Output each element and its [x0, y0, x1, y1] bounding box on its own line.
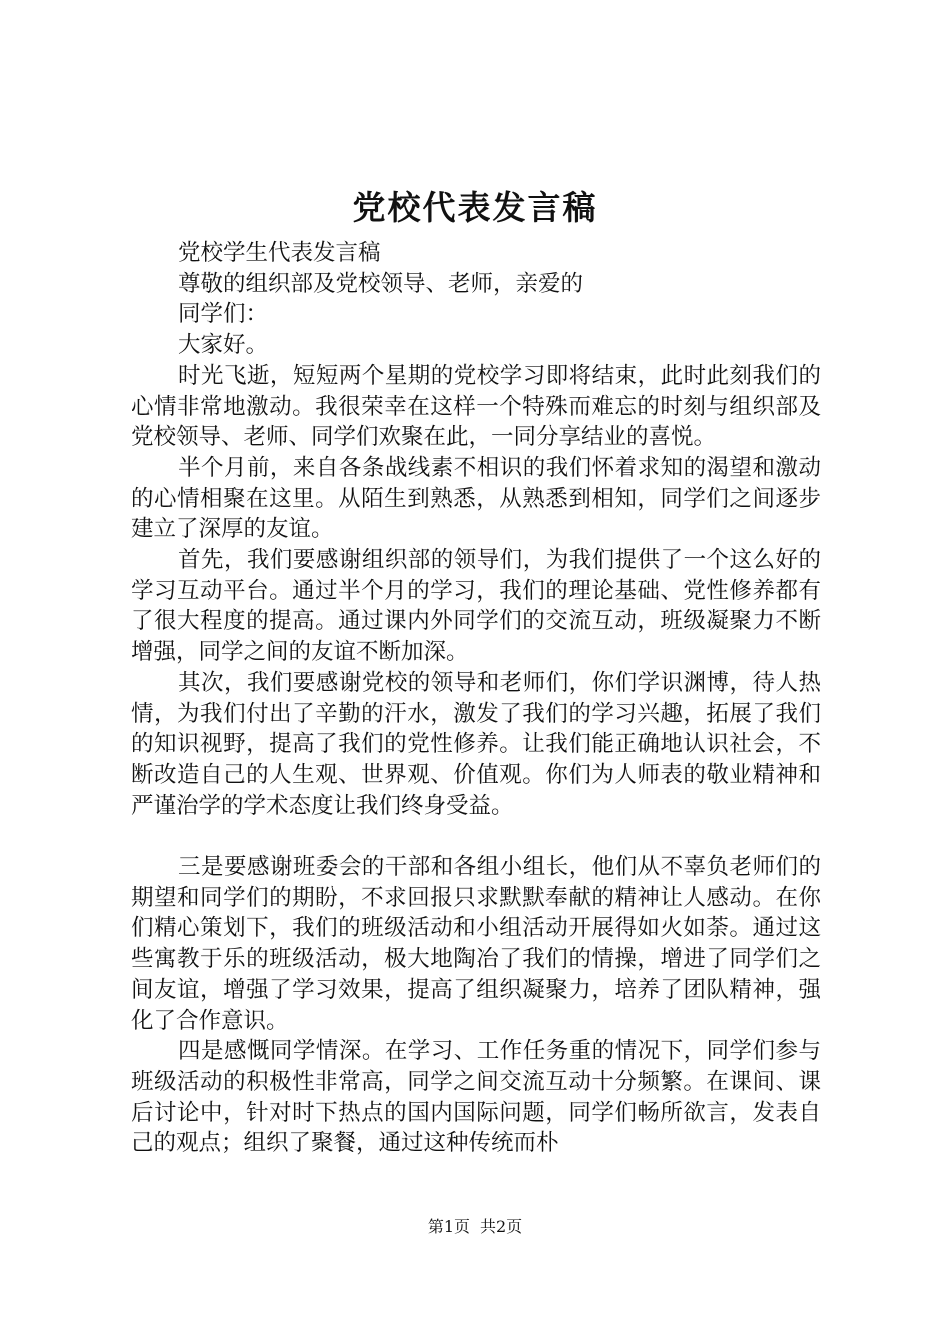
paragraph-body: 首先，我们要感谢组织部的领导们，为我们提供了一个这么好的学习互动平台。通过半个月的学习，我们的理论基础、党性修养都有了很大程度的提高。通过课内外同学们的交流互动，班级凝聚力不断增强，同学之间的友谊不断加深。 [131, 547, 821, 666]
page-footer [0, 1216, 950, 1238]
paragraph-body: 三是要感谢班委会的干部和各组小组长，他们从不辜负老师们的期望和同学们的期盼，不求回报只求默默奉献的精神让人感动。在你们精心策划下，我们的班级活动和小组活动开展得如火如荼。通过这些寓教于乐的班级活动，极大地陶冶了我们的情操，增进了同学们之间友谊，增强了学习效果，提高了组织凝聚力，培养了团队精神，强化了合作意识。 [131, 854, 821, 1034]
page-number: 第1页 [427, 1217, 470, 1236]
paragraph-salutation-cont: 同学们： [178, 301, 269, 328]
paragraph-body: 时光飞逝，短短两个星期的党校学习即将结束，此时此刻我们的心情非常地激动。我很荣幸在这样一个特殊而难忘的时刻与组织部及党校领导、老师、同学们欢聚在此，一同分享结业的喜悦。 [131, 362, 821, 451]
paragraph-body: 半个月前，来自各条战线素不相识的我们怀着求知的渴望和激动的心情相聚在这里。从陌生到熟悉，从熟悉到相知，同学们之间逐步建立了深厚的友谊。 [131, 454, 821, 543]
paragraph-salutation: 尊敬的组织部及党校领导、老师，亲爱的 [178, 270, 584, 297]
document-body [131, 238, 821, 1159]
paragraph-subtitle: 党校学生代表发言稿 [178, 240, 381, 266]
document-title: 党校代表发言稿 [352, 188, 598, 227]
paragraph-greeting: 大家好。 [178, 332, 269, 359]
paragraph-body: 其次，我们要感谢党校的领导和老师们，你们学识渊博，待人热情，为我们付出了辛勤的汗水，激发了我们的学习兴趣，拓展了我们的知识视野，提高了我们的党性修养。让我们能正确地认识社会，不断改造自己的人生观、世界观、价值观。你们为人师表的敬业精神和严谨治学的学术态度让我们终身受益。 [131, 669, 821, 819]
paragraph-spacer [131, 821, 821, 852]
page-total: 共2页 [480, 1217, 523, 1236]
paragraph-body: 四是感慨同学情深。在学习、工作任务重的情况下，同学们参与班级活动的积极性非常高，同学之间交流互动十分频繁。在课间、课后讨论中，针对时下热点的国内国际问题，同学们畅所欲言，发表自己的观点；组织了聚餐，通过这种传统而朴 [131, 1038, 821, 1157]
